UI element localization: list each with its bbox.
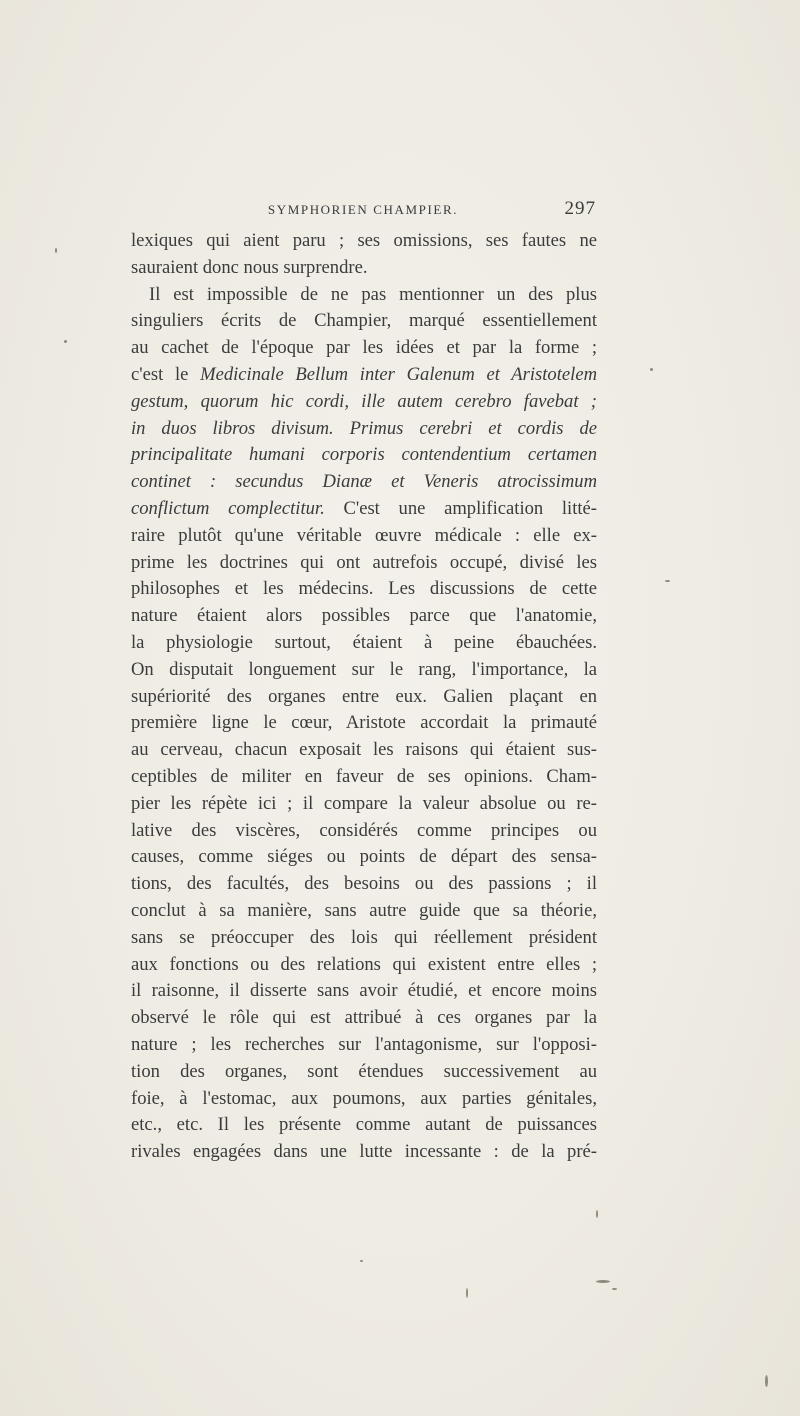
text-segment: pier les répète ici ; il compare la valeur absolue ou re- [131,792,597,814]
text-segment: ceptibles de militer en faveur de ses opinions. Cham- [131,765,597,787]
italic-text-segment: Medicinale Bellum inter Galenum et Aristotelem [200,363,597,385]
text-line [131,1086,597,1113]
text-segment: tions, des facultés, des besoins ou des passions ; il [131,873,597,895]
text-segment: Il est impossible de ne pas mentionner un des plus [149,283,597,305]
text-line [131,255,597,282]
text-line [131,1139,597,1166]
text-segment: lative des viscères, considérés comme principes ou [131,819,597,841]
text-segment: sauraient donc nous surprendre. [131,256,368,278]
text-line [131,469,597,496]
text-line [131,335,597,362]
text-segment: nature ; les recherches sur l'antagonisme, sur l'opposi- [131,1033,597,1055]
running-head [130,198,596,224]
text-line [131,898,597,925]
text-line [131,228,597,255]
text-line [131,844,597,871]
paper-speck [55,248,57,253]
italic-text-segment: gestum, quorum hic cordi, ille autem cerebro favebat ; [131,390,597,412]
text-line [131,1005,597,1032]
text-line [131,442,597,469]
text-line [131,925,597,952]
text-line [131,791,597,818]
text-line [131,1032,597,1059]
text-segment: rivales engagées dans une lutte incessante : de la pré- [131,1141,597,1163]
paper-speck [466,1288,468,1298]
text-line [131,657,597,684]
text-line [131,818,597,845]
text-segment: au cachet de l'époque par les idées et par la forme ; [131,337,597,359]
text-line [131,576,597,603]
italic-text-segment: conflictum complectitur. [131,497,325,519]
paper-speck [612,1288,617,1290]
paper-speck [360,1260,363,1262]
text-segment: aux fonctions ou des relations qui existent entre elles ; [131,953,597,975]
text-segment: première ligne le cœur, Aristote accordait la primauté [131,712,597,734]
italic-text-segment: principalitate humani corporis contendentium certamen [131,444,597,466]
text-segment: etc., etc. Il les présente comme autant de puissances [131,1114,597,1136]
text-line [131,1112,597,1139]
text-line [131,710,597,737]
text-line [131,550,597,577]
text-segment: il raisonne, il disserte sans avoir étudié, et encore moins [131,980,597,1002]
running-title: SYMPHORIEN CHAMPIER. [267,202,459,217]
text-segment: conclut à sa manière, sans autre guide que sa théorie, [131,899,597,921]
paper-speck [64,340,67,343]
text-line [131,308,597,335]
text-line [131,684,597,711]
text-line [131,282,597,309]
text-segment: On disputait longuement sur le rang, l'importance, la [131,658,597,680]
paper-speck [665,580,670,582]
text-line [131,978,597,1005]
text-segment: c'est le [131,363,201,385]
text-line [131,389,597,416]
text-line [131,523,597,550]
text-segment: C'est une amplification litté- [324,497,598,519]
text-segment: supériorité des organes entre eux. Galien plaçant en [131,685,597,707]
text-segment: au cerveau, chacun exposait les raisons qui étaient sus- [131,739,597,761]
text-line [131,952,597,979]
text-segment: causes, comme siéges ou points de départ des sensa- [131,846,597,868]
text-line [131,416,597,443]
paper-speck [596,1210,598,1218]
text-segment: philosophes et les médecins. Les discussions de cette [131,578,597,600]
paper-speck [650,368,653,371]
text-segment: sans se préoccuper des lois qui réellement président [131,926,597,948]
text-segment: la physiologie surtout, étaient à peine ébauchées. [131,631,597,653]
text-segment: tion des organes, sont étendues successivement au [131,1060,597,1082]
text-line [131,603,597,630]
paper-speck [765,1375,768,1387]
text-line [131,764,597,791]
italic-text-segment: continet : secundus Dianæ et Veneris atrocissimum [131,471,597,493]
text-line [131,362,597,389]
text-segment: prime les doctrines qui ont autrefois occupé, divisé les [131,551,597,573]
italic-text-segment: in duos libros divisum. Primus cerebri et cordis de [131,417,597,439]
text-line [131,737,597,764]
text-line [131,630,597,657]
text-segment: foie, à l'estomac, aux poumons, aux parties génitales, [131,1087,597,1109]
text-segment: raire plutôt qu'une véritable œuvre médicale : elle ex- [131,524,597,546]
text-line [131,496,597,523]
text-segment: singuliers écrits de Champier, marqué essentiellement [131,310,597,332]
text-line [131,1059,597,1086]
text-segment: lexiques qui aient paru ; ses omissions, ses fautes ne [131,230,597,251]
text-segment: observé le rôle qui est attribué à ces organes par la [131,1007,597,1029]
page-number: 297 [564,198,596,219]
body-text [131,228,597,1166]
text-line [131,871,597,898]
paper-speck [596,1280,610,1283]
text-segment: nature étaient alors possibles parce que l'anatomie, [131,605,597,627]
